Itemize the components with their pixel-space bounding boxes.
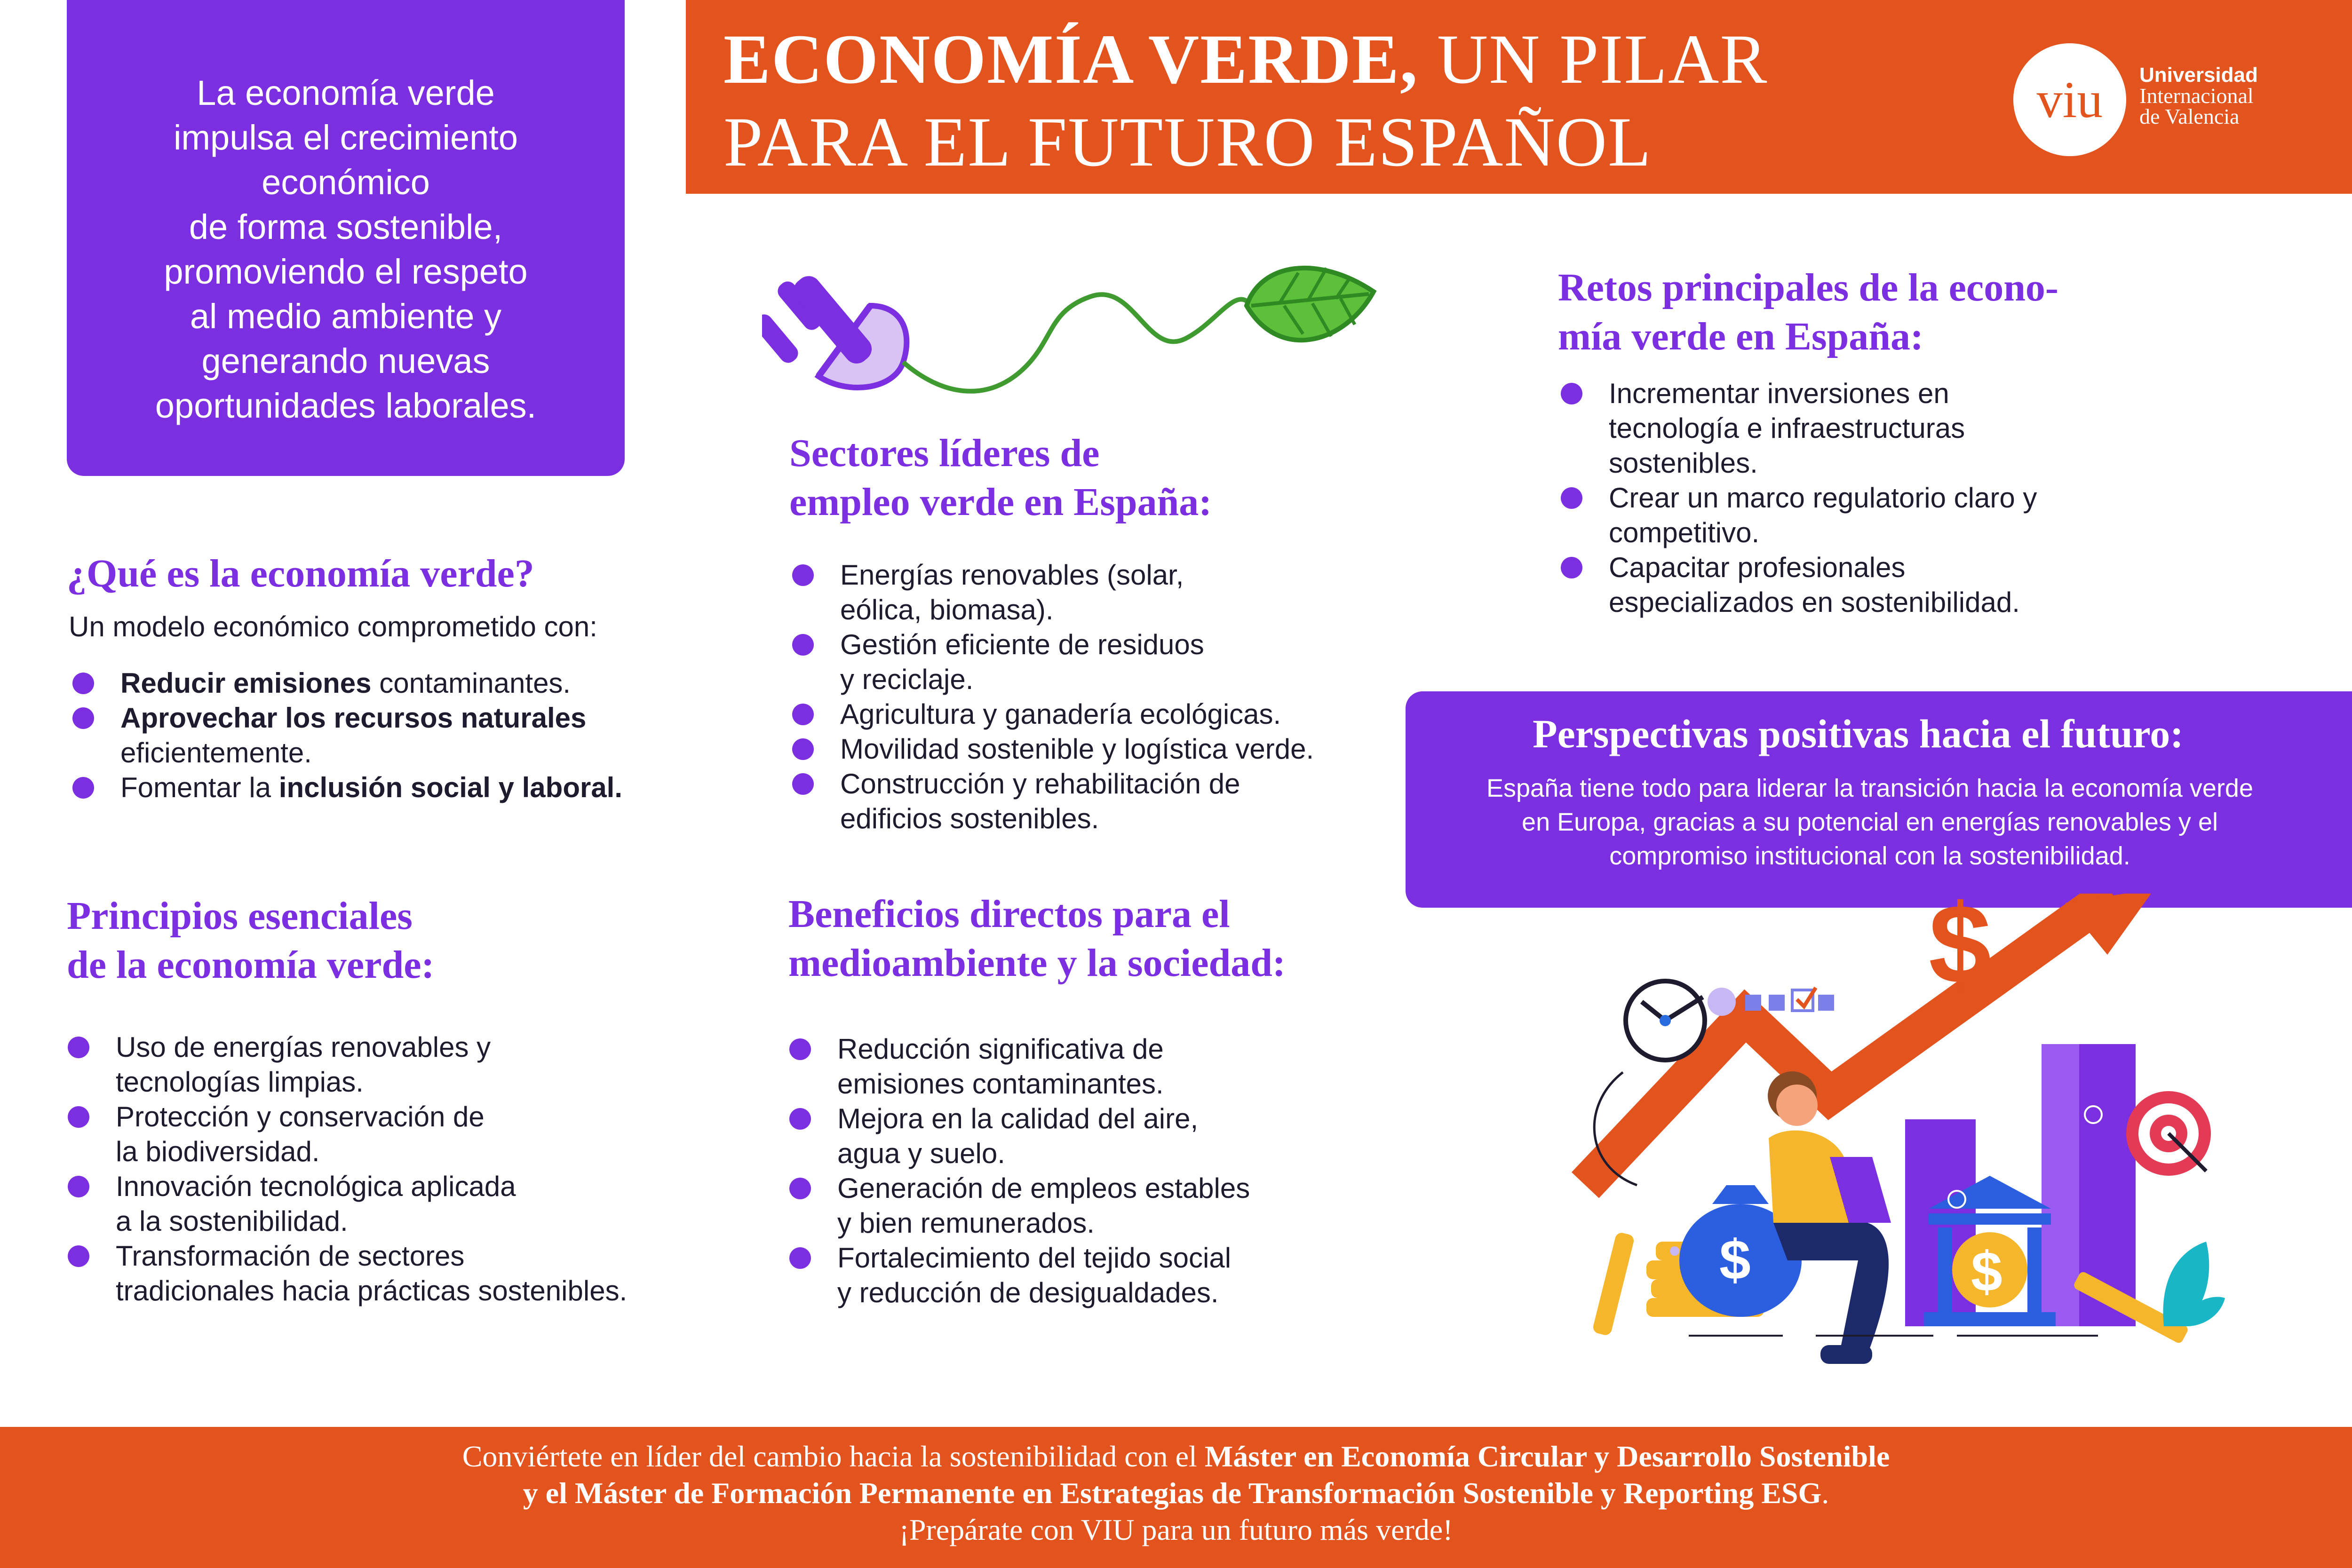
list-item: Incrementar inversiones en tecnología e infraestructuras sostenibles.: [1557, 376, 2263, 481]
list-item: Capacitar profesionales especializados en sostenibilidad.: [1557, 550, 2263, 620]
intro-text: La economía verde impulsa el crecimiento económico de forma sostenible, promoviendo el respeto al medio ambiente y generando nuevas oportunidades laborales.: [155, 73, 537, 425]
principios-list: [64, 1030, 723, 1308]
list-item: Gestión eficiente de residuos y reciclaje.: [788, 627, 1400, 697]
beneficios-list: [786, 1032, 1397, 1310]
list-item: Mejora en la calidad del aire, agua y suelo.: [786, 1101, 1397, 1171]
list-item: Energías renovables (solar, eólica, biomasa).: [788, 558, 1400, 627]
list-item: Innovación tecnológica aplicada a la sostenibilidad.: [64, 1169, 723, 1239]
list-item: Transformación de sectores tradicionales hacia prácticas sostenibles.: [64, 1239, 723, 1308]
dollar-sign-icon: $: [1929, 894, 1992, 1007]
viu-logo-text[interactable]: Universidad Internacional de Valencia: [2139, 63, 2258, 128]
footer-text: Conviértete en líder del cambio hacia la sostenibilidad con el Máster en Economía Circular y Desarrollo Sostenible y el Máster de Formación Permanente en Estrategias de Transformación Sostenible y Reporting ESG. ¡Prepárate con VIU para un futuro más verde!: [462, 1440, 1890, 1546]
que-es-list: [69, 666, 727, 805]
list-item: Agricultura y ganadería ecológicas.: [788, 697, 1400, 732]
que-es-heading: ¿Qué es la economía verde?: [67, 552, 534, 595]
chart-bar-icon: [2042, 1044, 2079, 1326]
beneficios-heading: Beneficios directos para el medioambiente y la sociedad:: [788, 892, 1286, 985]
plug-leaf-illustration: [762, 254, 1397, 404]
plug-icon: [762, 271, 906, 388]
retos-heading: Retos principales de la econo- mía verde en España:: [1558, 266, 2058, 358]
list-item: Uso de energías renovables y tecnologías limpias.: [64, 1030, 723, 1100]
svg-text:$: $: [1719, 1228, 1751, 1291]
retos-list: [1557, 376, 2263, 620]
list-item: Aprovechar los recursos naturales eficientemente.: [69, 701, 727, 770]
growth-illustration: [1566, 894, 2225, 1392]
svg-text:$: $: [1971, 1240, 2002, 1303]
viu-logo-mark[interactable]: viu: [2013, 43, 2126, 156]
list-item: Construcción y rehabilitación de edificios sostenibles.: [788, 767, 1400, 836]
list-item: Fomentar la inclusión social y laboral.: [69, 770, 727, 805]
list-item: Generación de empleos estables y bien remunerados.: [786, 1171, 1397, 1241]
list-item: Crear un marco regulatorio claro y competitivo.: [1557, 481, 2263, 550]
sectores-heading: Sectores líderes de empleo verde en España:: [789, 431, 1212, 524]
list-item: Reducir emisiones contaminantes.: [69, 666, 727, 701]
list-item: Reducción significativa de emisiones contaminantes.: [786, 1032, 1397, 1101]
list-item: Protección y conservación de la biodiversidad.: [64, 1100, 723, 1169]
list-item: Movilidad sostenible y logística verde.: [788, 732, 1400, 767]
leaf-icon: [1247, 268, 1374, 340]
que-es-subtitle: Un modelo económico comprometido con:: [69, 611, 597, 642]
page-title: ECONOMÍA VERDE, UN PILAR PARA EL FUTURO ESPAÑOL: [723, 20, 1768, 181]
sectores-list: [788, 558, 1400, 836]
target-icon: [2126, 1091, 2211, 1176]
clock-icon: [1626, 981, 1705, 1060]
principios-heading: Principios esenciales de la economía verde:: [67, 894, 435, 987]
perspectivas-title: Perspectivas positivas hacia el futuro:: [1533, 711, 2184, 756]
perspectivas-text: España tiene todo para liderar la transición hacia la economía verde en Europa, gracias a su potencial en energías renovables y el compromiso institucional con la sostenibilidad.: [1486, 774, 2253, 870]
list-item: Fortalecimiento del tejido social y reducción de desigualdades.: [786, 1241, 1397, 1310]
